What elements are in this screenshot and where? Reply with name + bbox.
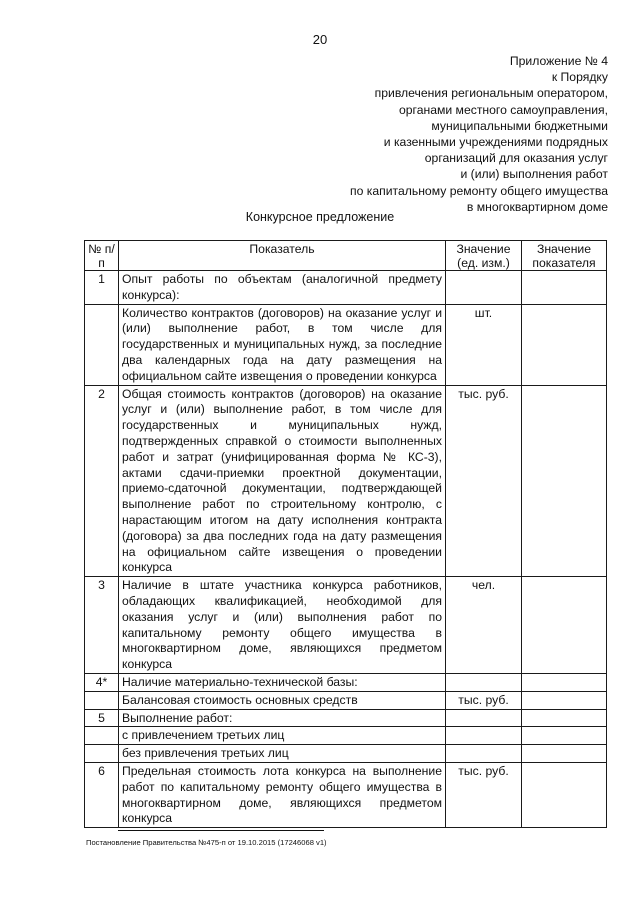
row-indicator: Выполнение работ: (119, 709, 446, 727)
row-value-cell[interactable] (522, 727, 607, 745)
row-unit: чел. (446, 577, 522, 674)
appendix-line: Приложение № 4 (509, 54, 608, 68)
header-num: № п/п (85, 241, 119, 271)
row-value-cell[interactable] (522, 271, 607, 305)
form-title: Конкурсное предложение (245, 210, 395, 224)
row-indicator: без привлечения третьих лиц (119, 745, 446, 763)
row-num: 4* (85, 673, 119, 691)
row-num (85, 691, 119, 709)
appendix-line: в многоквартирном доме (466, 199, 608, 214)
row-num (85, 304, 119, 385)
table-row (85, 304, 607, 385)
row-value-cell[interactable] (522, 304, 607, 385)
footnote-divider (118, 830, 324, 831)
row-unit (446, 745, 522, 763)
row-value-cell[interactable] (522, 673, 607, 691)
header-indicator: Показатель (119, 241, 446, 271)
row-unit: тыс. руб. (446, 762, 522, 827)
row-unit (446, 709, 522, 727)
table-header-row (85, 241, 607, 271)
row-num: 5 (85, 709, 119, 727)
table-row (85, 745, 607, 763)
appendix-line: привлечения региональным оператором, (374, 86, 608, 101)
table-row (85, 271, 607, 305)
row-num: 6 (85, 762, 119, 827)
appendix-line: к Порядку (551, 70, 608, 85)
row-indicator: Наличие материально-технической базы: (119, 673, 446, 691)
row-indicator: Количество контрактов (договоров) на оказание услуг и (или) выполнение работ, в том числе для государственных и муниципальных нужд, за последние два календарных года на дату размещения на официальном сайте извещения о проведении конкурса (119, 304, 446, 385)
row-unit (446, 727, 522, 745)
row-unit (446, 271, 522, 305)
row-indicator: Предельная стоимость лота конкурса на выполнение работ по капитальному ремонту общего имущества в многоквартирном доме, являющихся предметом конкурса (119, 762, 446, 827)
row-value-cell[interactable] (522, 691, 607, 709)
row-num (85, 745, 119, 763)
row-num: 2 (85, 385, 119, 577)
row-num: 3 (85, 577, 119, 674)
row-indicator: Наличие в штате участника конкурса работников, обладающих квалификацией, необходимой для оказания услуг и (или) выполнения работ по капитальному ремонту общего имущества в многоквартирном доме, являющихся предметом конкурса (119, 577, 446, 674)
table-row (85, 385, 607, 577)
table-row (85, 762, 607, 827)
row-num (85, 727, 119, 745)
row-indicator: с привлечением третьих лиц (119, 727, 446, 745)
table-row (85, 691, 607, 709)
row-value-cell[interactable] (522, 745, 607, 763)
footnote: Постановление Правительства №475-п от 19.10.2015 (17246068 v1) (86, 838, 327, 847)
appendix-header (278, 53, 608, 215)
appendix-line: по капитальному ремонту общего имущества (349, 183, 608, 198)
proposal-table (84, 240, 607, 828)
row-indicator: Общая стоимость контрактов (договоров) на оказание услуг и (или) выполнение работ, в том числе для государственных и муниципальных нужд, подтвержденных справкой о стоимости выполненных работ и затрат (унифицированная форма № КС-3), актами сдачи-приемки проектной документации, приемо-сдаточной документации, подтверждающей выполнение работ по строительному контролю, с нарастающим итогом на дату исполнения контракта (договора) за два последних года на дату размещения на официальном сайте извещения о проведении конкурса (119, 385, 446, 577)
row-unit: шт. (446, 304, 522, 385)
row-num: 1 (85, 271, 119, 305)
row-unit: тыс. руб. (446, 385, 522, 577)
row-unit (446, 673, 522, 691)
appendix-line: органами местного самоуправления, (398, 102, 608, 117)
appendix-line: муниципальными бюджетными (431, 118, 608, 133)
row-value-cell[interactable] (522, 709, 607, 727)
table-row (85, 577, 607, 674)
row-value-cell[interactable] (522, 762, 607, 827)
table-row (85, 709, 607, 727)
table-row (85, 727, 607, 745)
appendix-line: и казенными учреждениями подрядных (383, 135, 608, 150)
row-unit: тыс. руб. (446, 691, 522, 709)
table-row (85, 673, 607, 691)
header-unit: Значение (ед. изм.) (446, 241, 522, 271)
page-number: 20 (312, 32, 328, 47)
row-indicator: Балансовая стоимость основных средств (119, 691, 446, 709)
row-value-cell[interactable] (522, 385, 607, 577)
header-value: Значение показателя (522, 241, 607, 271)
row-indicator: Опыт работы по объектам (аналогичной предмету конкурса): (119, 271, 446, 305)
appendix-line: и (или) выполнения работ (460, 167, 608, 182)
row-value-cell[interactable] (522, 577, 607, 674)
appendix-line: организаций для оказания услуг (424, 151, 608, 166)
